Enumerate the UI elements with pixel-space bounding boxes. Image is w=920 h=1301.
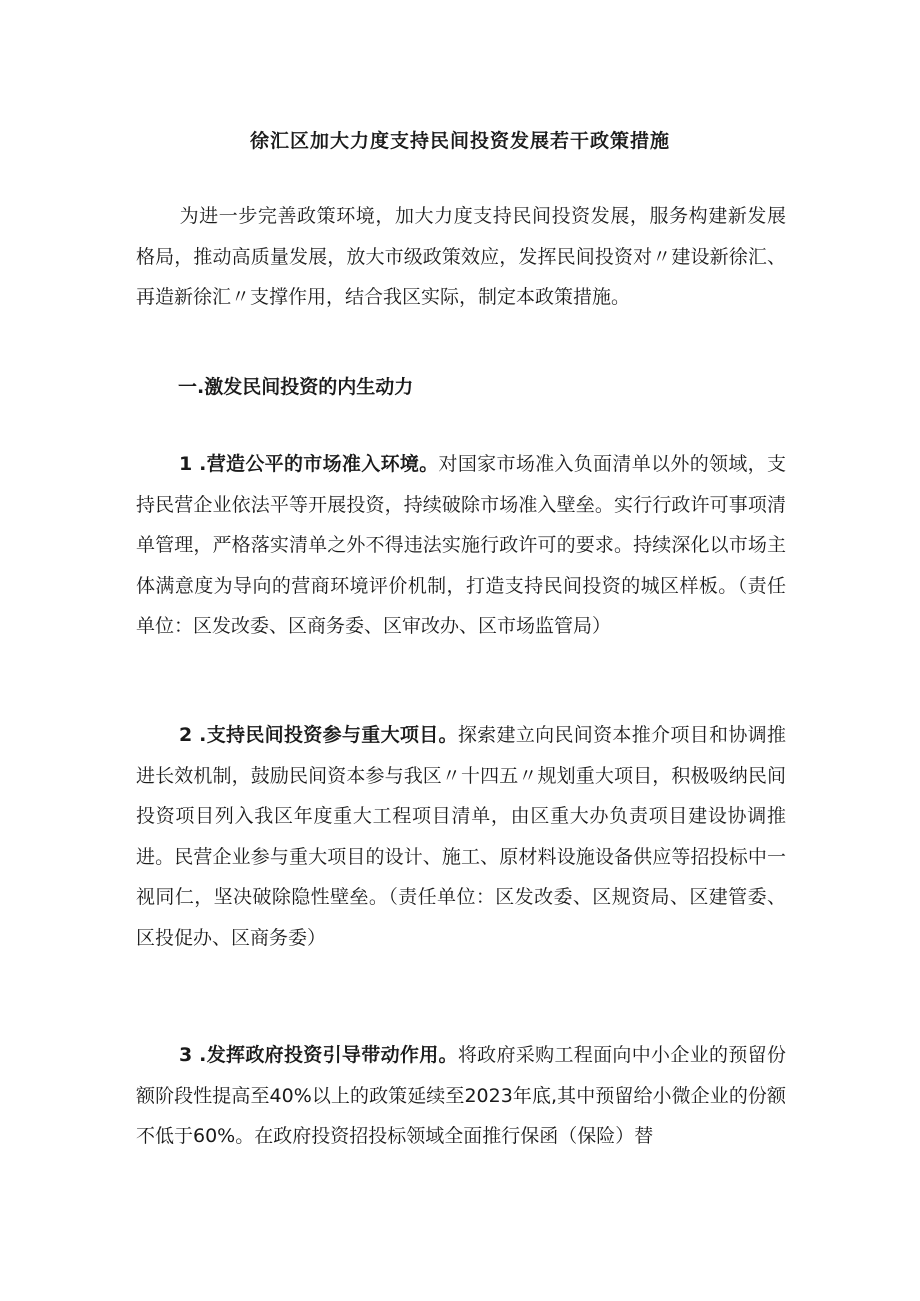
item-1-body: 对国家市场准入负面清单以外的领域，支持民营企业依法平等开展投资，持续破除市场准入壁垒。实行行政许可事项清单管理，严格落实清单之外不得违法实施行政许可的要求。持续深化以市场主体满意度为导向的营商环境评价机制，打造支持民间投资的城区样板。（责任单位：区发改委、区商务委、区审改办、区市场监管局）: [136, 453, 786, 637]
item-2-lead: 2 .支持民间投资参与重大项目。: [179, 724, 458, 746]
item-3-lead: 3 .发挥政府投资引导带动作用。: [179, 1044, 458, 1066]
item-3-body: 将政府采购工程面向中小企业的预留份额阶段性提高至40%以上的政策延续至2023年底,其中预留给小微企业的份额不低于60%。在政府投资招投标领域全面推行保函（保险）替: [136, 1044, 786, 1147]
item-2-body: 探索建立向民间资本推介项目和协调推进长效机制，鼓励民间资本参与我区〃十四五〃规划重大项目，积极吸纳民间投资项目列入我区年度重大工程项目清单，由区重大办负责项目建设协调推进。民营企业参与重大项目的设计、施工、原材料设施设备供应等招投标中一视同仁，坚决破除隐性壁垒。（责任单位：区发改委、区规资局、区建管委、区投促办、区商务委）: [136, 724, 786, 949]
document-title: 徐汇区加大力度支持民间投资发展若干政策措施: [249, 130, 670, 152]
item-3-paragraph: [136, 1035, 786, 1157]
item-1-paragraph: [136, 444, 786, 647]
intro-paragraph: [136, 196, 786, 318]
item-2-paragraph: [136, 715, 786, 958]
item-1-lead: 1 .营造公平的市场准入环境。: [179, 453, 439, 475]
intro-text: 为进一步完善政策环境，加大力度支持民间投资发展，服务构建新发展格局，推动高质量发展，放大市级政策效应，发挥民间投资对〃建设新徐汇、再造新徐汇〃支撑作用，结合我区实际，制定本政策措施。: [136, 205, 786, 308]
section-heading: 一.激发民间投资的内生动力: [178, 376, 414, 398]
